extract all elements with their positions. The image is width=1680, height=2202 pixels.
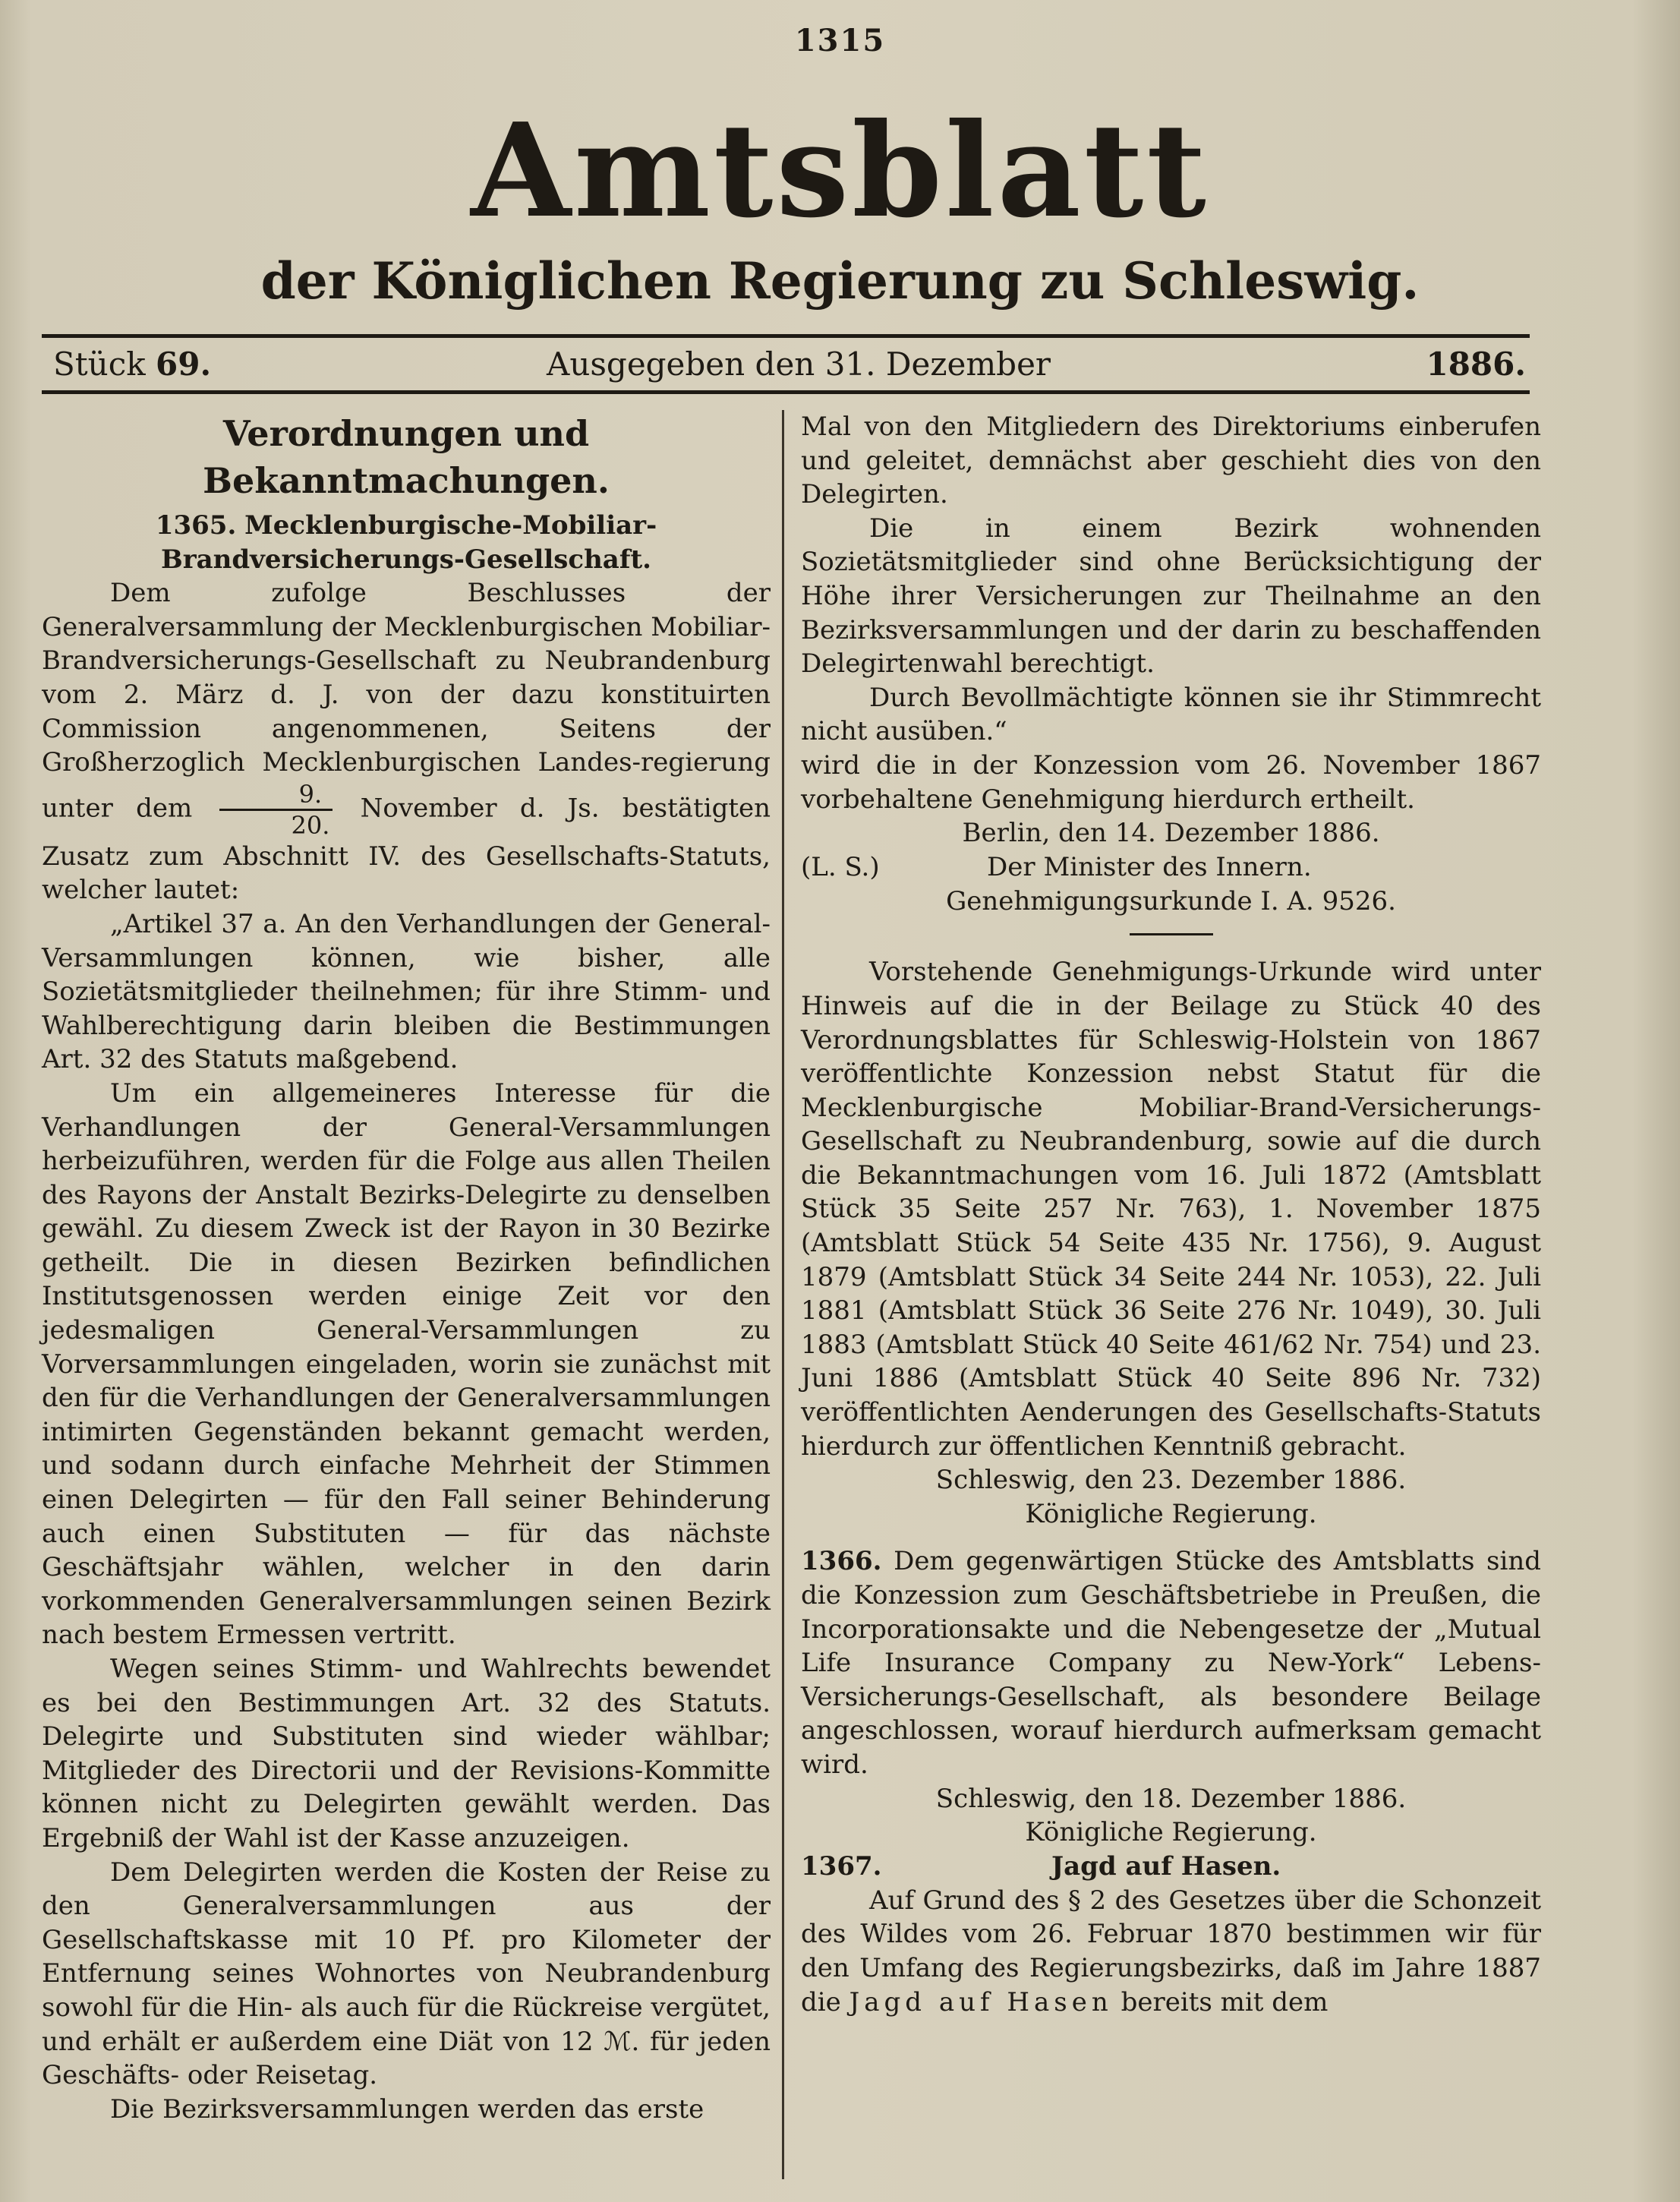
item-1366-text: Dem gegenwärtigen Stücke des Amtsblatts sind die Konzession zum Geschäftsbetriebe in Preußen, die Incorporationsakte und die Nebengesetze der „Mutual Life Insurance Company zu New-York“ Lebens-Versicherungs-Gesellschaft, als besondere Beilage angeschlossen, worauf hierdurch aufmerksam gemacht wird. xyxy=(801,1546,1541,1780)
paragraph: Die in einem Bezirk wohnenden Sozietätsmitglieder sind ohne Berücksichtigung der Höhe ihrer Versicherungen zur Theilnahme an den Bezirksversammlungen und der darin zu beschaffenden Delegirtenwahl berechtigt. xyxy=(801,513,1541,680)
paragraph: „Artikel 37 a. An den Verhandlungen der General-Versammlungen können, wie bisher, alle Sozietätsmitglieder theilnehmen; für ihre Stimm- und Wahlberechtigung darin bleiben die Bestimmungen Art. 32 des Statuts maßgebend. xyxy=(42,908,771,1075)
minister-signature: Der Minister des Innern. xyxy=(987,851,1312,882)
masthead-subtitle: der Königlichen Regierung zu Schleswig. xyxy=(260,251,1420,311)
right-column xyxy=(801,410,1541,2019)
item-1365-number: 1365. xyxy=(155,510,237,541)
column-divider xyxy=(782,410,784,2179)
place-date: Berlin, den 14. Dezember 1886. xyxy=(962,818,1380,849)
item-1366-number: 1366. xyxy=(801,1546,882,1577)
item-1367-heading xyxy=(801,1850,1541,1884)
section-heading: Verordnungen und Bekanntmachungen. xyxy=(203,413,610,501)
date-fraction xyxy=(219,780,333,840)
fraction-denominator: 20. xyxy=(291,810,330,840)
authority-signature: Königliche Regierung. xyxy=(1025,1817,1317,1848)
emphasized-text: Jagd auf Hasen xyxy=(849,1986,1113,2017)
page-number: 1315 xyxy=(794,23,886,58)
paragraph: wird die in der Konzession vom 26. November 1867 vorbehaltene Genehmigung hierdurch ertheilt. xyxy=(801,749,1541,815)
paragraph: Durch Bevollmächtigte können sie ihr Stimmrecht nicht ausüben.“ xyxy=(801,682,1541,747)
item-1365-heading xyxy=(42,509,771,576)
authority-signature: Königliche Regierung. xyxy=(1025,1498,1317,1529)
seal-mark: (L. S.) xyxy=(801,851,880,882)
document-reference: Genehmigungsurkunde I. A. 9526. xyxy=(946,885,1396,916)
paragraph-text: Auf Grund des § 2 des Gesetzes über die Schonzeit des Wildes vom 26. Februar 1870 bestimmen wir für den Umfang des Regierungsbezirks, daß im Jahre 1887 die xyxy=(801,1885,1541,2017)
item-1365-title: Mecklenburgische-Mobiliar-Brandversicherungs-Gesellschaft. xyxy=(161,510,657,575)
issue-label-text: Stück xyxy=(53,345,146,383)
paragraph: Die Bezirksversammlungen werden das erste xyxy=(110,2093,704,2125)
place-date: Schleswig, den 18. Dezember 1886. xyxy=(935,1783,1407,1814)
signature-row xyxy=(801,850,1541,885)
fraction-numerator: 9. xyxy=(219,780,333,811)
paragraph-text: Dem zufolge Beschlusses der Generalversammlung der Mecklenburgischen Mobiliar-Brandversicherungs-Gesellschaft zu Neubrandenburg vom 2. März d. J. von der dazu konstituirten Commission angenommenen, Seitens der Großherzoglich Mecklenburgischen Landes-regierung unter dem xyxy=(42,578,771,824)
header-rule-bottom xyxy=(42,390,1530,394)
paragraph xyxy=(801,1884,1541,2019)
item-1366 xyxy=(801,1544,1541,1781)
item-1367-title: Jagd auf Hasen. xyxy=(1051,1850,1281,1882)
header-rule-top xyxy=(42,334,1530,338)
spacer xyxy=(801,1531,1541,1544)
paragraph: Dem Delegirten werden die Kosten der Reise zu den Generalversammlungen aus der Gesellschaftskasse mit 10 Pf. pro Kilometer der Entfernung seines Wohnortes von Neubrandenburg sowohl für die Hin- als auch für die Rückreise vergütet, und erhält er außerdem eine Diät von 12 ℳ. für jeden Geschäfts- oder Reisetag. xyxy=(42,1857,771,2091)
issue-number: 69. xyxy=(156,345,212,383)
issue-line xyxy=(53,342,1526,387)
paragraph: Vorstehende Genehmigungs-Urkunde wird unter Hinweis auf die in der Beilage zu Stück 40 des Verordnungsblattes für Schleswig-Holstein von 1867 veröffentlichte Konzession nebst Statut für die Mecklenburgische Mobiliar-Brand-Versicherungs-Gesellschaft zu Neubrandenburg, sowie auf die durch die Bekanntmachungen vom 16. Juli 1872 (Amtsblatt Stück 35 Seite 257 Nr. 763), 1. November 1875 (Amtsblatt Stück 54 Seite 435 Nr. 1756), 9. August 1879 (Amtsblatt Stück 34 Seite 244 Nr. 1053), 22. Juli 1881 (Amtsblatt Stück 36 Seite 276 Nr. 1049), 30. Juli 1883 (Amtsblatt Stück 40 Seite 461/62 Nr. 754) und 23. Juni 1886 (Amtsblatt Stück 40 Seite 896 Nr. 732) veröffentlichten Aenderungen des Gesellschafts-Statuts hierdurch zur öffentlichen Kenntniß gebracht. xyxy=(801,957,1541,1462)
paragraph-text: bereits mit dem xyxy=(1121,1986,1329,2017)
item-1367-number: 1367. xyxy=(801,1850,882,1882)
place-date: Schleswig, den 23. Dezember 1886. xyxy=(935,1465,1407,1496)
paragraph: Mal von den Mitgliedern des Direktoriums einberufen und geleitet, demnächst aber geschieht dies von den Delegirten. xyxy=(801,412,1541,510)
issue-year: 1886. xyxy=(1426,345,1526,383)
paragraph: Wegen seines Stimm- und Wahlrechts bewendet es bei den Bestimmungen Art. 32 des Statuts. Delegirte und Substituten sind wieder wählbar; Mitglieder des Directorii und der Revisions-Kommitte können nicht zu Delegirten gewählt werden. Das Ergebniß der Wahl ist der Kasse anzuzeigen. xyxy=(42,1654,771,1853)
masthead-title: Amtsblatt xyxy=(471,95,1209,247)
paragraph: Um ein allgemeineres Interesse für die Verhandlungen der General-Versammlungen herbeizuführen, werden für die Folge aus allen Theilen des Rayons der Anstalt Bezirks-Delegirte zu denselben gewähl. Zu diesem Zweck ist der Rayon in 30 Bezirke getheilt. Die in diesen Bezirken befindlichen Institutsgenossen werden einige Zeit vor den jedesmaligen General-Versammlungen zu Vorversammlungen eingeladen, worin sie zunächst mit den für die Verhandlungen der Generalversammlungen intimirten Gegenständen bekannt gemacht werden, und sodann durch einfache Mehrheit der Stimmen einen Delegirten — für den Fall seiner Behinderung auch einen Substituten — für das nächste Geschäftsjahr wählen, welcher in den darin vorkommenden Generalversammlungen seinen Bezirk nach bestem Ermessen vertritt. xyxy=(42,1077,771,1651)
paragraph xyxy=(42,576,771,907)
issue-label xyxy=(53,342,211,387)
issue-date: Ausgegeben den 31. Dezember xyxy=(547,345,1051,383)
paragraph-text: November d. Js. bestätigten Zusatz zum Abschnitt IV. des Gesellschafts-Statuts, welcher lautet: xyxy=(42,793,771,906)
section-divider xyxy=(1130,933,1213,935)
left-column xyxy=(42,410,771,2126)
